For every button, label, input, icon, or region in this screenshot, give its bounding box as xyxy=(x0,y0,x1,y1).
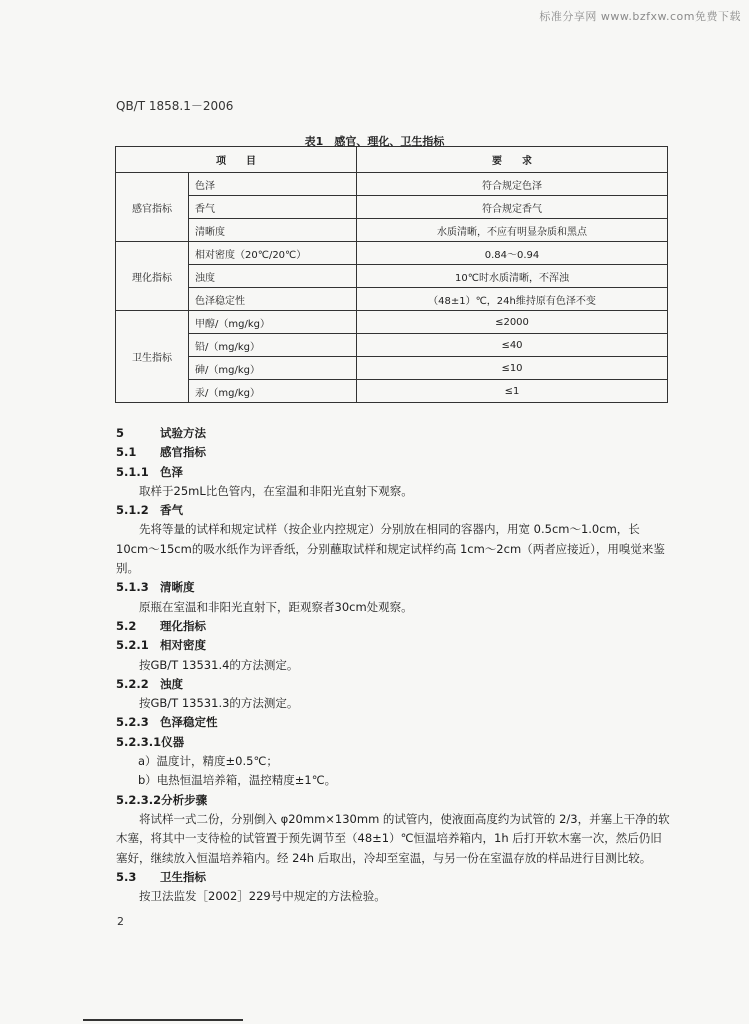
item-cell: 砷/（mg/kg） xyxy=(189,357,357,380)
category-cell: 理化指标 xyxy=(116,242,189,311)
test-methods-section xyxy=(116,424,671,906)
watermark-text: 标准分享网 www.bzfxw.com免费下载 xyxy=(539,10,741,23)
section-number: 5.1.1 xyxy=(116,464,149,479)
table-row xyxy=(116,265,668,288)
section-number: 5.1.3 xyxy=(116,580,149,595)
section-title: 浊度 xyxy=(160,676,183,691)
paragraph: 原瓶在室温和非阳光直射下，距观察者30cm处观察。 xyxy=(139,599,413,614)
paragraph: 按GB/T 13531.4的方法测定。 xyxy=(139,657,299,672)
table-row xyxy=(116,242,668,265)
requirement-cell: 符合规定色泽 xyxy=(357,173,668,196)
section-number: 5.2.2 xyxy=(116,676,149,691)
section-title: 香气 xyxy=(160,503,183,518)
list-item: b）电热恒温培养箱，温控精度±1℃。 xyxy=(138,773,337,788)
section-heading xyxy=(116,868,671,887)
section-number: 5.2.1 xyxy=(116,638,149,653)
section-number: 5.2.3 xyxy=(116,715,149,730)
table-row xyxy=(116,380,668,403)
paragraph: 按GB/T 13531.3的方法测定。 xyxy=(139,696,299,711)
category-cell: 感官指标 xyxy=(116,173,189,242)
section-title: 卫生指标 xyxy=(160,869,206,884)
list-item: a）温度计，精度±0.5℃； xyxy=(138,754,278,769)
item-cell: 甲醇/（mg/kg） xyxy=(189,311,357,334)
section-number: 5.2.3.2 xyxy=(116,792,162,807)
paragraph: 取样于25mL比色管内，在室温和非阳光直射下观察。 xyxy=(139,483,413,498)
item-cell: 相对密度（20℃/20℃） xyxy=(189,242,357,265)
section-heading xyxy=(116,791,671,810)
spec-table xyxy=(115,146,668,403)
section-heading xyxy=(116,733,671,752)
header-item: 项 目 xyxy=(116,147,357,173)
section-heading xyxy=(116,636,671,655)
standard-code: QB/T 1858.1－2006 xyxy=(116,99,234,113)
requirement-cell: ≤10 xyxy=(357,357,668,380)
footer-rule xyxy=(83,1019,243,1021)
table-row xyxy=(116,357,668,380)
section-heading xyxy=(116,578,671,597)
requirement-cell: （48±1）℃，24h维持原有色泽不变 xyxy=(357,288,668,311)
requirement-cell: ≤40 xyxy=(357,334,668,357)
item-cell: 浊度 xyxy=(189,265,357,288)
section-heading xyxy=(116,617,671,636)
table-row xyxy=(116,288,668,311)
section-heading xyxy=(116,713,671,732)
section-title: 色泽稳定性 xyxy=(160,715,218,730)
requirement-cell: 水质清晰，不应有明显杂质和黑点 xyxy=(357,219,668,242)
paragraph: 将试样一式二份，分别倒入 φ20mm×130mm 的试管内，使液面高度约为试管的 2/3，并塞上干净的软木塞，将其中一支待检的试管置于预先调节至（48±1）℃恒温培养箱内，1h 后打开软木塞一次，然后仍旧塞好，继续放入恒温培养箱内。经 24h 后取出，冷却至室温，与另一份在室温存放的样品进行目测比较。 xyxy=(116,811,670,865)
section-heading xyxy=(116,675,671,694)
section-heading xyxy=(116,443,671,462)
section-heading xyxy=(116,463,671,482)
table-header-row xyxy=(116,147,668,173)
item-cell: 汞/（mg/kg） xyxy=(189,380,357,403)
paragraph: 先将等量的试样和规定试样（按企业内控规定）分别放在相同的容器内，用宽 0.5cm～1.0cm，长10cm～15cm的吸水纸作为评香纸，分别蘸取试样和规定试样约高 1cm～2cm（两者应接近），用嗅觉来鉴别。 xyxy=(116,522,665,576)
section-title: 试验方法 xyxy=(160,426,206,440)
section-heading xyxy=(116,501,671,520)
paragraph: 按卫法监发［2002］229号中规定的方法检验。 xyxy=(139,889,386,904)
section-title: 清晰度 xyxy=(160,580,195,595)
table-row xyxy=(116,334,668,357)
requirement-cell: 10℃时水质清晰，不浑浊 xyxy=(357,265,668,288)
requirement-cell: 0.84～0.94 xyxy=(357,242,668,265)
item-cell: 铅/（mg/kg） xyxy=(189,334,357,357)
item-cell: 清晰度 xyxy=(189,219,357,242)
page-number: 2 xyxy=(117,915,124,928)
section-title: 感官指标 xyxy=(160,445,206,460)
item-cell: 色泽稳定性 xyxy=(189,288,357,311)
header-requirement: 要 求 xyxy=(357,147,668,173)
section-title: 仪器 xyxy=(161,734,185,749)
section-number: 5 xyxy=(116,426,125,440)
section-number: 5.2.3.1 xyxy=(116,734,162,749)
section-number: 5.3 xyxy=(116,869,137,884)
table-row xyxy=(116,196,668,219)
table-row xyxy=(116,311,668,334)
section-title: 理化指标 xyxy=(160,618,206,633)
requirement-cell: ≤1 xyxy=(357,380,668,403)
section-title: 色泽 xyxy=(160,464,183,479)
section-number: 5.2 xyxy=(116,618,137,633)
table-title: 表1 感官、理化、卫生指标 xyxy=(304,135,445,148)
section-number: 5.1.2 xyxy=(116,503,149,518)
section-heading xyxy=(116,424,671,443)
category-cell: 卫生指标 xyxy=(116,311,189,403)
section-title: 相对密度 xyxy=(160,638,206,653)
requirement-cell: ≤2000 xyxy=(357,311,668,334)
item-cell: 香气 xyxy=(189,196,357,219)
item-cell: 色泽 xyxy=(189,173,357,196)
section-number: 5.1 xyxy=(116,445,137,460)
section-title: 分析步骤 xyxy=(161,792,208,807)
requirement-cell: 符合规定香气 xyxy=(357,196,668,219)
table-row xyxy=(116,219,668,242)
table-row xyxy=(116,173,668,196)
